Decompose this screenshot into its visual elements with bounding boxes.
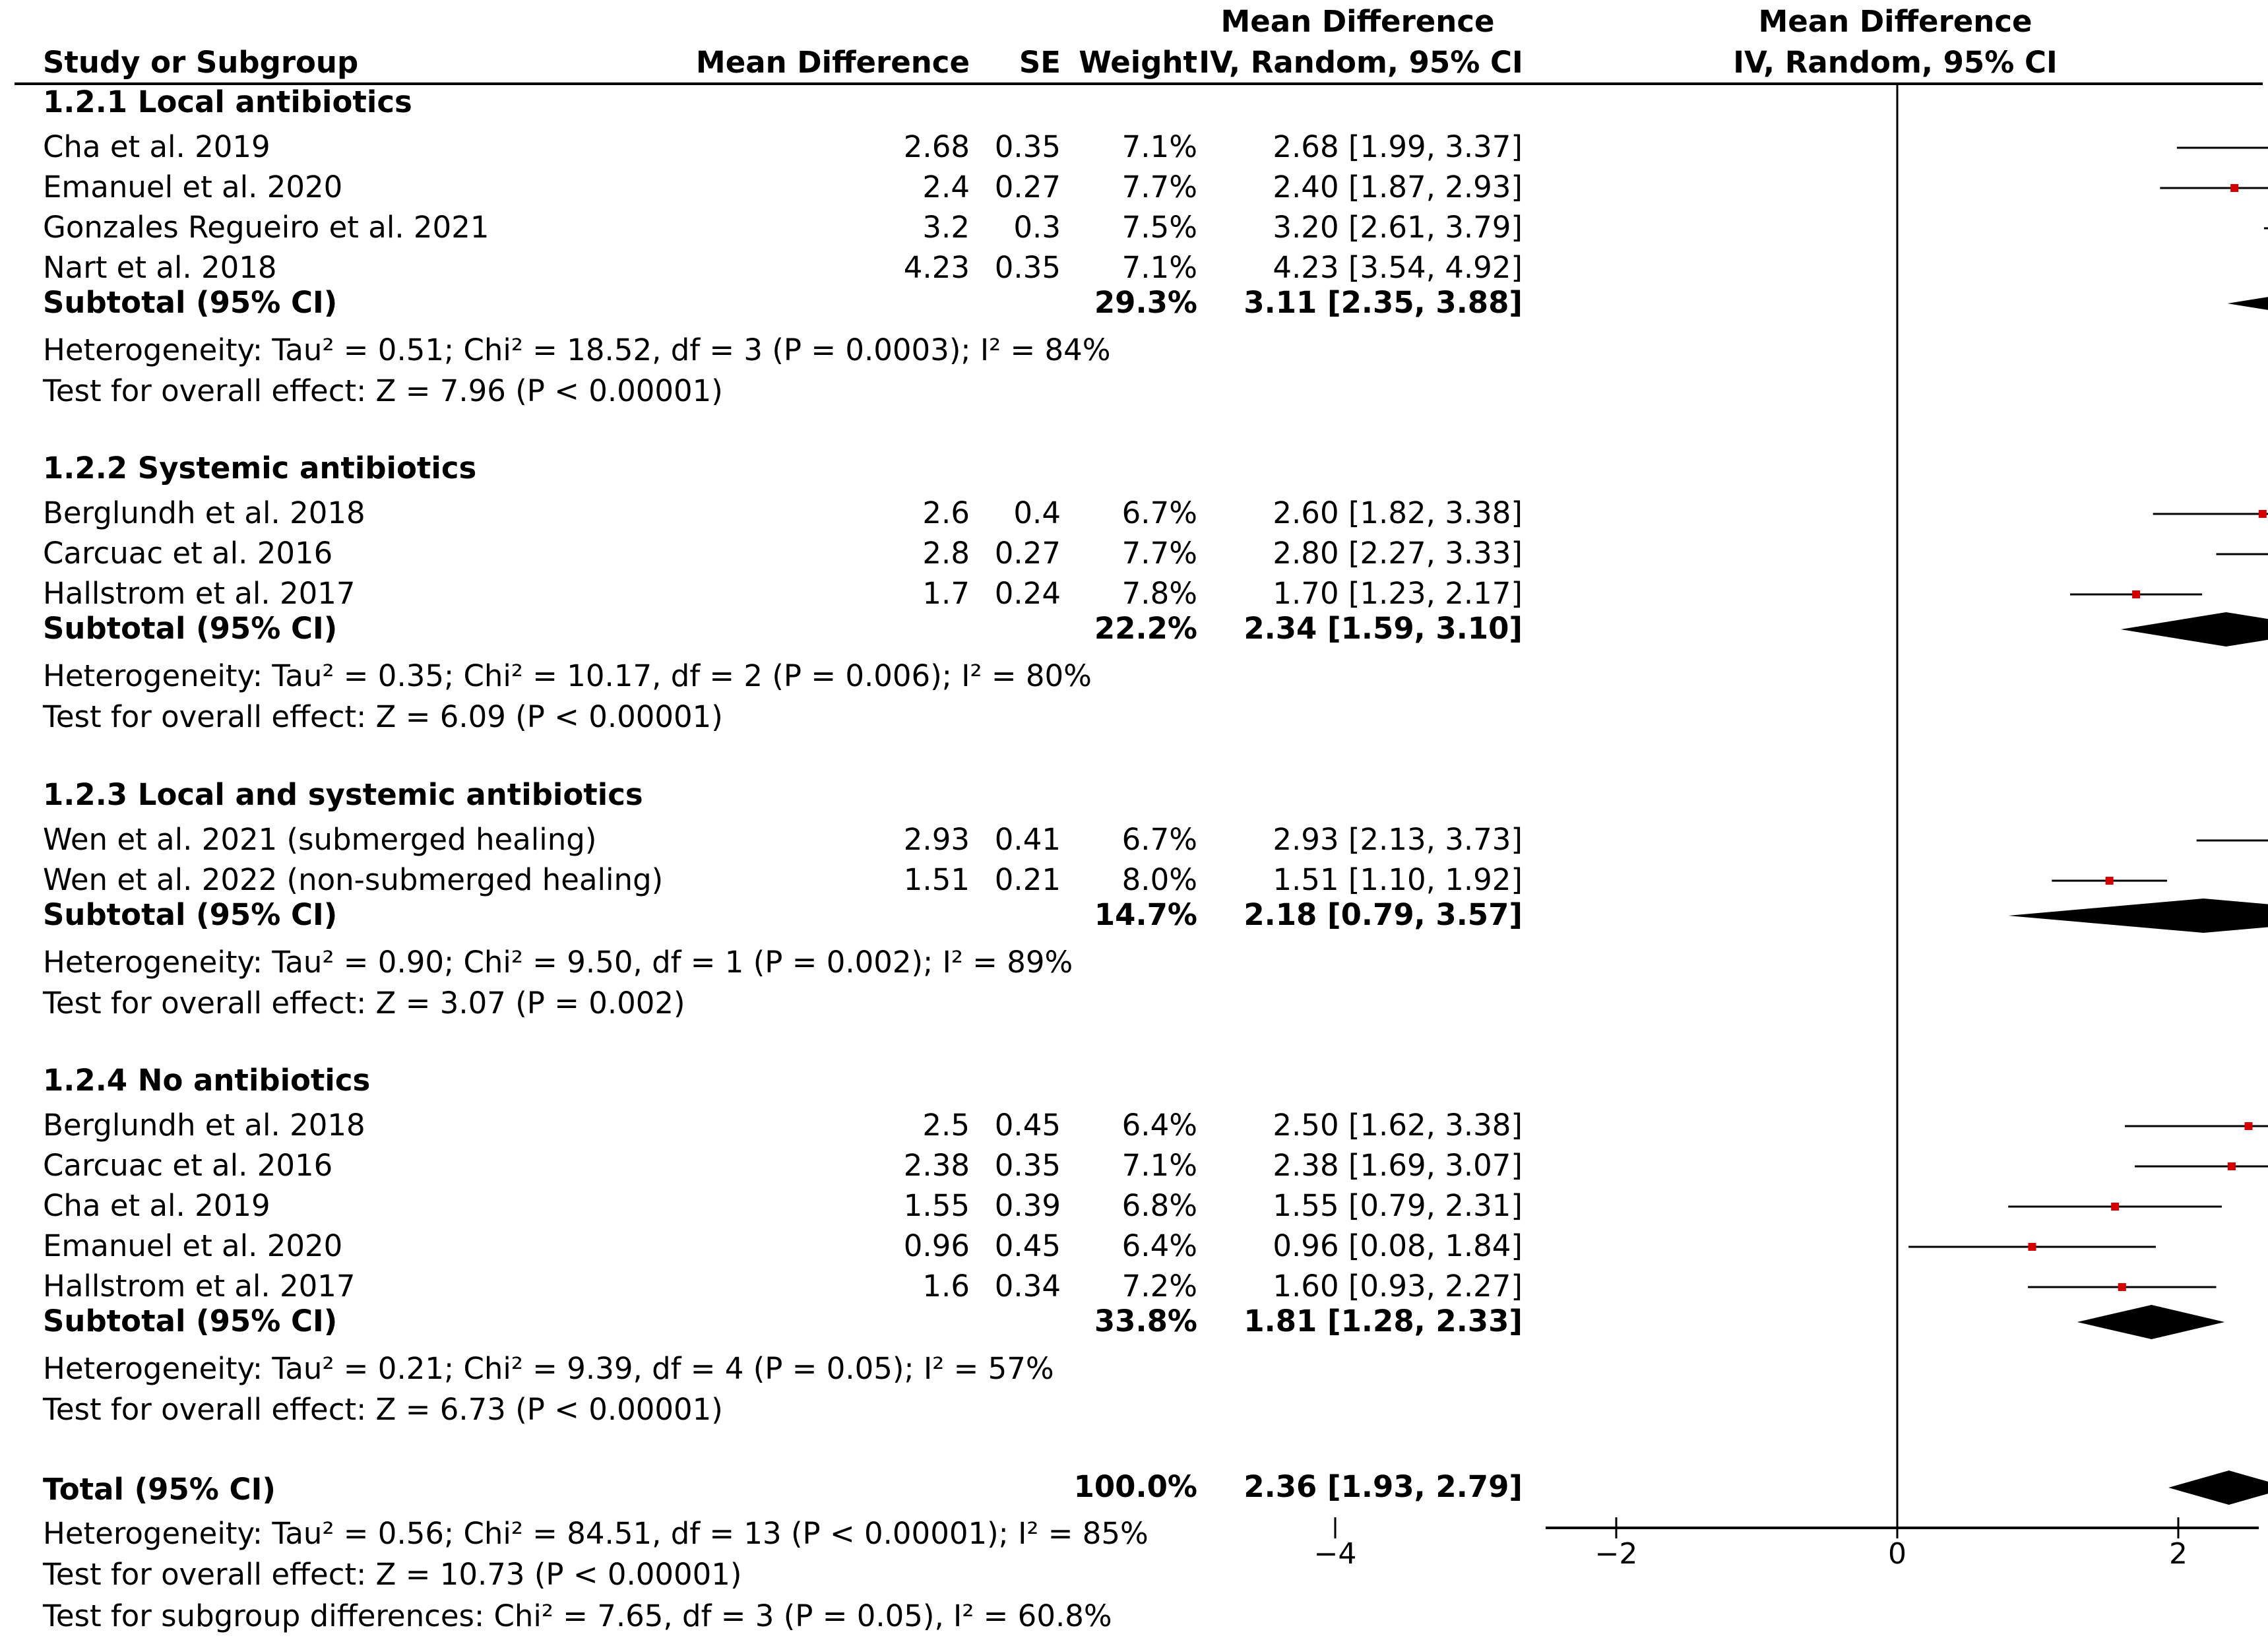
study-weight: 8.0% [1121, 862, 1197, 897]
study-mean-difference: 2.5 [922, 1108, 970, 1143]
study-name: Cha et al. 2019 [43, 1188, 270, 1223]
study-name: Wen et al. 2022 (non-submerged healing) [43, 862, 664, 897]
study-weight: 6.8% [1121, 1188, 1197, 1223]
study-ci: 1.51 [1.10, 1.92] [1273, 862, 1523, 897]
subtotal-ci: 2.18 [0.79, 3.57] [1244, 897, 1523, 932]
study-mean-difference: 2.93 [903, 822, 970, 857]
subgroup-differences-text: Test for subgroup differences: Chi² = 7.65, df = 3 (P = 0.05), I² = 60.8% [43, 1598, 1112, 1633]
subtotal-diamond [2121, 612, 2268, 647]
study-name: Emanuel et al. 2020 [43, 1228, 343, 1263]
subgroup-title: 1.2.2 Systemic antibiotics [43, 451, 477, 486]
subtotal-weight: 33.8% [1094, 1304, 1197, 1339]
subtotal-label: Subtotal (95% CI) [43, 897, 338, 932]
subtotal-label: Subtotal (95% CI) [43, 1304, 338, 1339]
study-ci: 2.40 [1.87, 2.93] [1273, 170, 1523, 205]
study-weight: 7.8% [1121, 576, 1197, 611]
study-ci: 2.93 [2.13, 3.73] [1273, 822, 1523, 857]
study-weight: 6.4% [1121, 1108, 1197, 1143]
overall-effect-text: Test for overall effect: Z = 3.07 (P = 0.002) [43, 986, 685, 1021]
study-name: Hallstrom et al. 2017 [43, 576, 356, 611]
header-se: SE [1019, 45, 1061, 80]
study-name: Cha et al. 2019 [43, 129, 270, 164]
header-ci-line1: Mean Difference [1220, 4, 1495, 39]
header-study: Study or Subgroup [43, 45, 359, 80]
total-diamond [2168, 1470, 2268, 1505]
study-se: 0.21 [994, 862, 1061, 897]
subtotal-diamond [2008, 899, 2268, 933]
study-mean-difference: 1.51 [903, 862, 970, 897]
study-se: 0.35 [994, 129, 1061, 164]
study-se: 0.24 [994, 576, 1061, 611]
study-weight: 7.1% [1121, 1148, 1197, 1183]
study-se: 0.34 [994, 1269, 1061, 1304]
point-estimate-marker [2245, 1122, 2253, 1130]
study-ci: 2.68 [1.99, 3.37] [1273, 129, 1523, 164]
study-mean-difference: 1.7 [922, 576, 970, 611]
study-weight: 7.2% [1121, 1269, 1197, 1304]
heterogeneity-text: Heterogeneity: Tau² = 0.90; Chi² = 9.50, df = 1 (P = 0.002); I² = 89% [43, 945, 1073, 980]
study-se: 0.41 [994, 822, 1061, 857]
study-mean-difference: 2.4 [922, 170, 970, 205]
subgroup-title: 1.2.1 Local antibiotics [43, 84, 412, 119]
study-name: Berglundh et al. 2018 [43, 495, 365, 530]
study-weight: 6.7% [1121, 495, 1197, 530]
total-weight: 100.0% [1073, 1469, 1197, 1504]
total-overall-effect-text: Test for overall effect: Z = 10.73 (P < 0.00001) [43, 1557, 742, 1592]
study-name: Nart et al. 2018 [43, 250, 277, 285]
study-mean-difference: 2.38 [903, 1148, 970, 1183]
point-estimate-marker [2111, 1203, 2119, 1211]
heterogeneity-text: Heterogeneity: Tau² = 0.35; Chi² = 10.17, df = 2 (P = 0.006); I² = 80% [43, 658, 1092, 693]
study-se: 0.3 [1013, 210, 1061, 245]
point-estimate-marker [2230, 184, 2238, 192]
study-mean-difference: 4.23 [903, 250, 970, 285]
study-mean-difference: 2.68 [903, 129, 970, 164]
study-name: Gonzales Regueiro et al. 2021 [43, 210, 489, 245]
study-mean-difference: 2.8 [922, 536, 970, 571]
study-weight: 7.7% [1121, 536, 1197, 571]
study-mean-difference: 1.55 [903, 1188, 970, 1223]
study-se: 0.27 [994, 170, 1061, 205]
study-mean-difference: 3.2 [922, 210, 970, 245]
study-name: Carcuac et al. 2016 [43, 536, 333, 571]
point-estimate-marker [2118, 1283, 2126, 1291]
subtotal-weight: 29.3% [1094, 285, 1197, 320]
study-ci: 1.70 [1.23, 2.17] [1273, 576, 1523, 611]
study-ci: 3.20 [2.61, 3.79] [1273, 210, 1523, 245]
study-se: 0.35 [994, 250, 1061, 285]
subgroup-title: 1.2.4 No antibiotics [43, 1063, 371, 1098]
total-label: Total (95% CI) [43, 1472, 276, 1507]
study-ci: 0.96 [0.08, 1.84] [1273, 1228, 1523, 1263]
total-ci: 2.36 [1.93, 2.79] [1244, 1469, 1523, 1504]
heterogeneity-text: Heterogeneity: Tau² = 0.21; Chi² = 9.39, df = 4 (P = 0.05); I² = 57% [43, 1351, 1054, 1386]
study-ci: 2.60 [1.82, 3.38] [1273, 495, 1523, 530]
study-name: Emanuel et al. 2020 [43, 170, 343, 205]
study-ci: 2.38 [1.69, 3.07] [1273, 1148, 1523, 1183]
study-se: 0.39 [994, 1188, 1061, 1223]
study-weight: 7.5% [1121, 210, 1197, 245]
study-mean-difference: 0.96 [903, 1228, 970, 1263]
study-weight: 7.1% [1121, 250, 1197, 285]
subtotal-weight: 22.2% [1094, 611, 1197, 646]
subtotal-ci: 3.11 [2.35, 3.88] [1244, 285, 1523, 320]
study-name: Wen et al. 2021 (submerged healing) [43, 822, 597, 857]
header-ci-line2: IV, Random, 95% CI [1199, 45, 1523, 80]
overall-effect-text: Test for overall effect: Z = 6.09 (P < 0.00001) [43, 699, 723, 734]
point-estimate-marker [2228, 1162, 2236, 1170]
study-ci: 2.50 [1.62, 3.38] [1273, 1108, 1523, 1143]
study-ci: 1.55 [0.79, 2.31] [1273, 1188, 1523, 1223]
study-name: Carcuac et al. 2016 [43, 1148, 333, 1183]
study-weight: 6.4% [1121, 1228, 1197, 1263]
study-mean-difference: 1.6 [922, 1269, 970, 1304]
point-estimate-marker [2132, 590, 2140, 598]
header-plot-line1: Mean Difference [1758, 4, 2032, 39]
study-se: 0.45 [994, 1228, 1061, 1263]
study-weight: 6.7% [1121, 822, 1197, 857]
study-ci: 2.80 [2.27, 3.33] [1273, 536, 1523, 571]
study-se: 0.4 [1013, 495, 1061, 530]
header-plot-line2: IV, Random, 95% CI [1733, 45, 2058, 80]
overall-effect-text: Test for overall effect: Z = 7.96 (P < 0.00001) [43, 373, 723, 408]
study-ci: 4.23 [3.54, 4.92] [1273, 250, 1523, 285]
study-weight: 7.7% [1121, 170, 1197, 205]
study-weight: 7.1% [1121, 129, 1197, 164]
subtotal-ci: 2.34 [1.59, 3.10] [1244, 611, 1523, 646]
heterogeneity-text: Heterogeneity: Tau² = 0.51; Chi² = 18.52, df = 3 (P = 0.0003); I² = 84% [43, 332, 1111, 367]
subtotal-diamond [2228, 286, 2268, 321]
study-se: 0.45 [994, 1108, 1061, 1143]
study-se: 0.35 [994, 1148, 1061, 1183]
overall-effect-text: Test for overall effect: Z = 6.73 (P < 0.00001) [43, 1392, 723, 1427]
study-name: Hallstrom et al. 2017 [43, 1269, 356, 1304]
subtotal-label: Subtotal (95% CI) [43, 611, 338, 646]
header-mean-difference: Mean Difference [695, 45, 970, 80]
x-axis-tick-label: −2 [1594, 1537, 1638, 1571]
point-estimate-marker [2106, 877, 2114, 885]
subgroup-title: 1.2.3 Local and systemic antibiotics [43, 777, 643, 812]
subtotal-weight: 14.7% [1094, 897, 1197, 932]
study-mean-difference: 2.6 [922, 495, 970, 530]
study-ci: 1.60 [0.93, 2.27] [1273, 1269, 1523, 1304]
subtotal-ci: 1.81 [1.28, 2.33] [1244, 1304, 1523, 1339]
header-weight: Weight [1079, 45, 1197, 80]
point-estimate-marker [2259, 510, 2267, 518]
total-heterogeneity-text: Heterogeneity: Tau² = 0.56; Chi² = 84.51, df = 13 (P < 0.00001); I² = 85% [43, 1516, 1149, 1551]
subtotal-label: Subtotal (95% CI) [43, 285, 338, 320]
subtotal-diamond [2077, 1305, 2225, 1339]
x-axis-tick-label: 0 [1888, 1537, 1906, 1571]
study-name: Berglundh et al. 2018 [43, 1108, 365, 1143]
study-se: 0.27 [994, 536, 1061, 571]
point-estimate-marker [2028, 1243, 2036, 1251]
x-axis-tick-label: 2 [2169, 1537, 2188, 1571]
x-axis-tick-label: −4 [1313, 1537, 1357, 1571]
